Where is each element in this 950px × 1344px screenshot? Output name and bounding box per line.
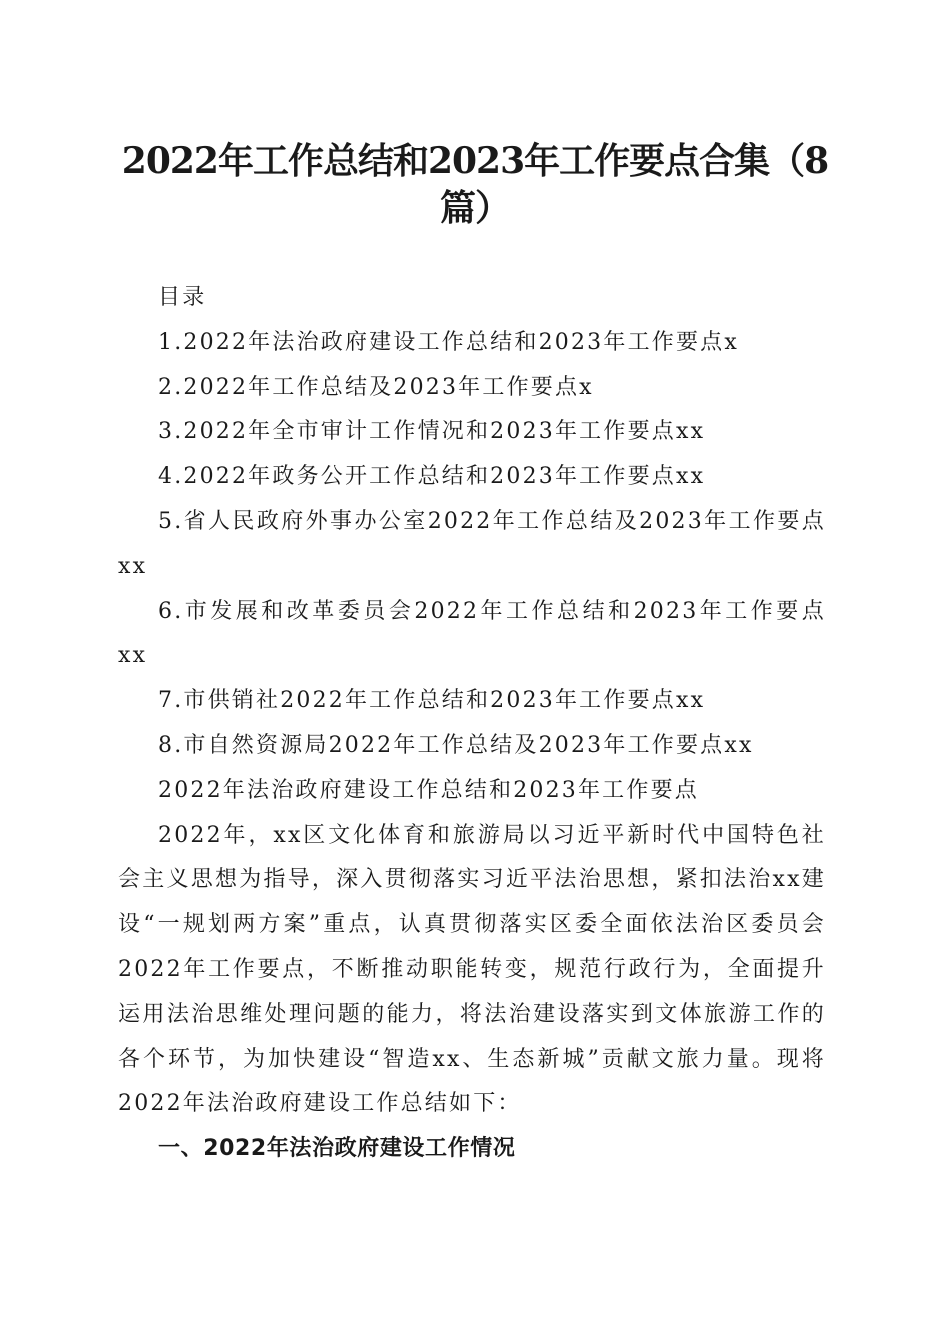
toc-item-1: 1.2022年法治政府建设工作总结和2023年工作要点x — [158, 329, 739, 355]
toc-item-7: 7.市供销社2022年工作总结和2023年工作要点xx — [158, 688, 706, 714]
toc-item-2: 2.2022年工作总结及2023年工作要点x — [158, 374, 594, 400]
toc-item-6: 6.市发展和改革委员会2022年工作总结和2023年工作要点xx — [118, 598, 826, 669]
intro-paragraph: 2022年，xx区文化体育和旅游局以习近平新时代中国特色社会主义思想为指导，深入贯彻落实习近平法治思想，紧扣法治xx建设“一规划两方案”重点，认真贯彻落实区委全面依法治区委员会2022年工作要点，不断推动职能转变，规范行政行为，全面提升运用法治思维处理问题的能力，将法治建设落实到文体旅游工作的各个环节，为加快建设“智造xx、生态新城”贡献文旅力量。现将2022年法治政府建设工作总结如下： — [118, 822, 826, 1117]
toc-item-3: 3.2022年全市审计工作情况和2023年工作要点xx — [158, 419, 706, 445]
section-heading-1: 一、2022年法治政府建设工作情况 — [158, 1136, 516, 1162]
article-title: 2022年法治政府建设工作总结和2023年工作要点 — [158, 777, 699, 803]
toc-item-5: 5.省人民政府外事办公室2022年工作总结及2023年工作要点xx — [118, 508, 826, 579]
toc-item-4: 4.2022年政务公开工作总结和2023年工作要点xx — [158, 464, 706, 490]
toc-item-8: 8.市自然资源局2022年工作总结及2023年工作要点xx — [158, 732, 754, 758]
toc-heading: 目录 — [158, 285, 207, 310]
document-title: 2022年工作总结和2023年工作要点合集（8篇） — [121, 140, 829, 229]
document-body — [118, 276, 826, 1172]
